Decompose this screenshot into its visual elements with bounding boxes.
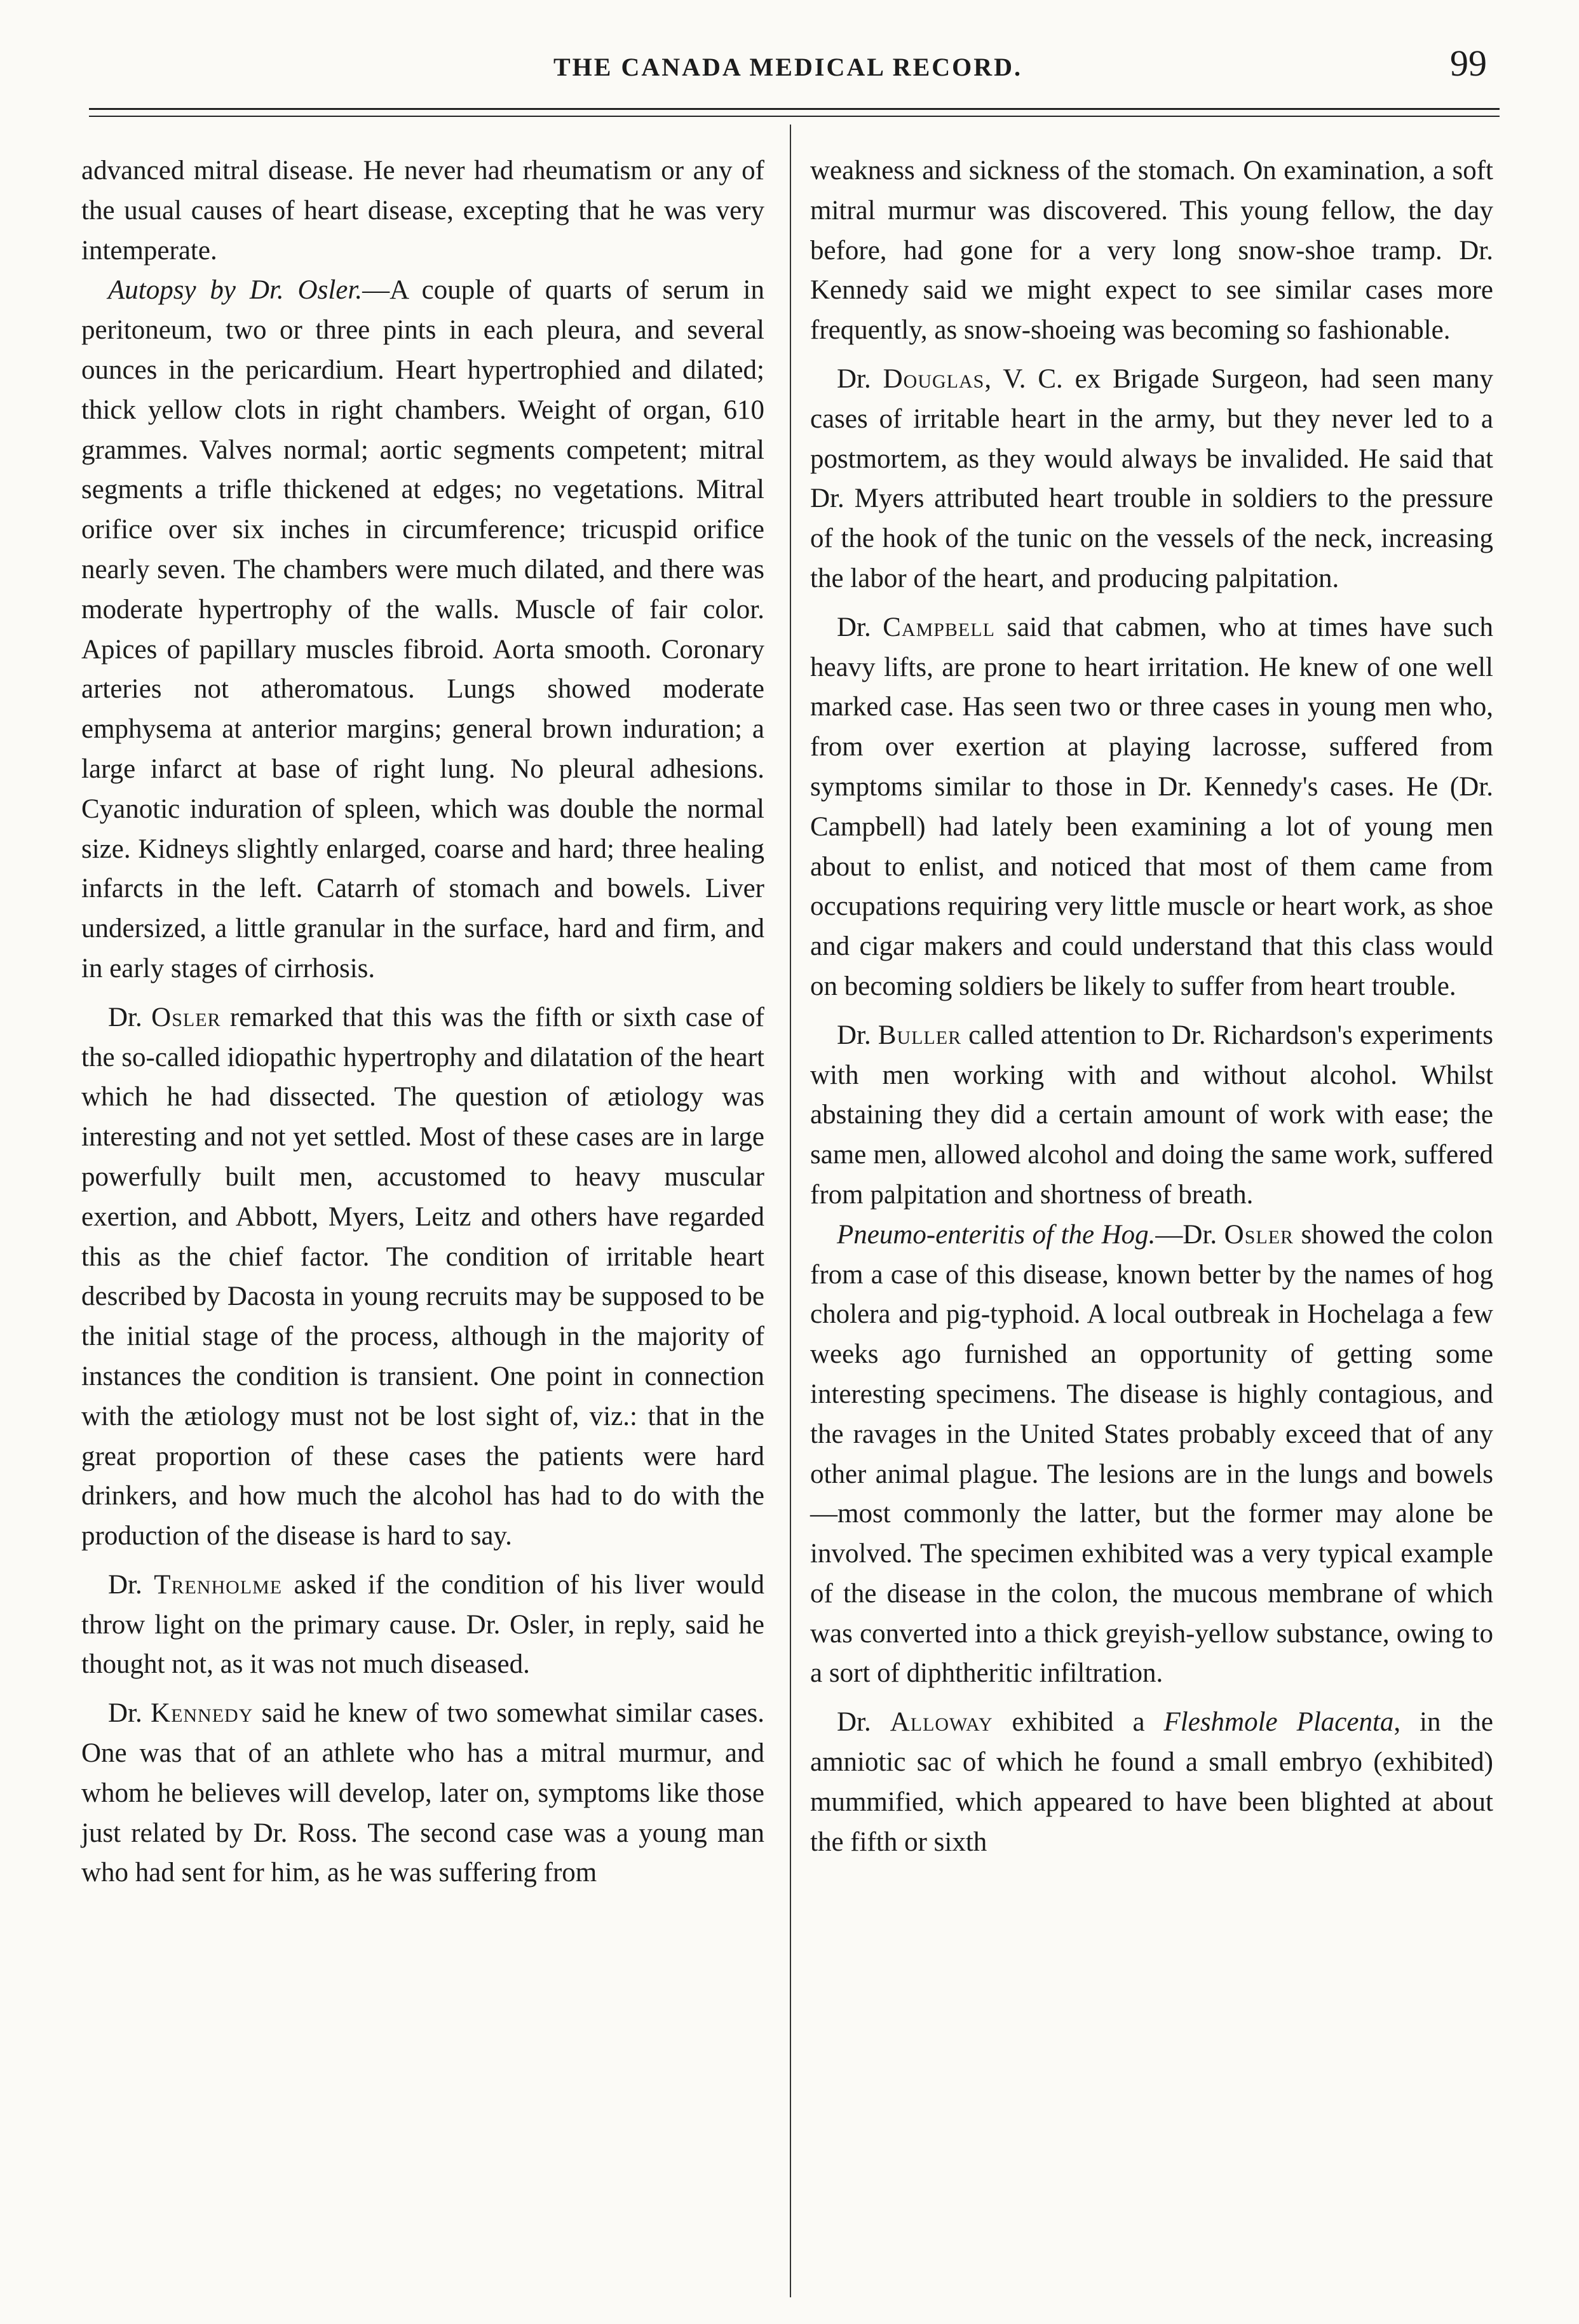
paragraph-text: exhibited a <box>993 1707 1164 1738</box>
paragraph-text: , in the amniotic sac of which he found a small embryo (exhibited) mummified, which appeared to have been blighted at about the fifth or sixth <box>810 1707 1493 1857</box>
paragraph-buller <box>810 1016 1493 1215</box>
autopsy-text: —A couple of quarts of serum in peritoneum, two or three pints in each pleura, and several ounces in the pericardium. Heart hypertrophied and dilated; thick yellow clots in right chambers. Weight of organ, 610 grammes. Valves normal; aortic segments competent; mitral segments a trifle thickened at edges; no vegetations. Mitral orifice over six inches in circumference; tricuspid orifice nearly seven. The chambers were much dilated, and there was moderate hypertrophy of the walls. Muscle of fair color. Apices of papillary muscles fibroid. Aorta smooth. Coronary arteries not atheromatous. Lungs showed moderate emphysema at anterior margins; general brown induration; a large infarct at base of right lung. No pleural adhesions. Cyanotic induration of spleen, which was double the normal size. Kidneys slightly enlarged, coarse and hard; three healing infarcts in the left. Catarrh of stomach and bowels. Liver undersized, a little granular in the surface, hard and firm, and in early stages of cirrhosis. <box>81 275 764 983</box>
heading-dash: —Dr. <box>1155 1219 1224 1250</box>
speaker-prefix: Dr. <box>108 1569 154 1600</box>
speaker-prefix: Dr. <box>108 1698 151 1729</box>
speaker-prefix: Dr. <box>837 363 883 394</box>
speaker-prefix: Dr. <box>837 1707 890 1738</box>
header-rule-top <box>89 108 1500 110</box>
paragraph-text: said that cabmen, who at times have such heavy lifts, are prone to heart irritation. He knew of one well marked case. Has seen two or three cases in young men who, from over exertion at playing lacrosse, suffered from symptoms similar to those in Dr. Kennedy's cases. He (Dr. Campbell) had lately been examining a lot of young men about to enlist, and noticed that most of them came from occupations requiring very little muscle or heart work, as shoe and cigar makers and could understand that this class would on becoming soldiers be likely to suffer from heart trouble. <box>810 612 1494 1001</box>
paragraph-text: remarked that this was the fifth or sixth case of the so-called idiopathic hypertrophy and dilatation of the heart which he had dissected. The question of ætiology was interesting and not yet settled. Most of these cases are in large powerfully built men, accustomed to heavy muscular exertion, and Abbott, Myers, Leitz and others have regarded this as the chief factor. The condition of irritable heart described by Dacosta in young recruits may be supposed to be the initial stage of the process, although in the majority of instances the condition is transient. One point in connection with the ætiology must not be lost sight of, viz.: that in the great proportion of these cases the patients were hard drinkers, and how much the alcohol has had to do with the production of the disease is hard to say. <box>81 1002 764 1551</box>
column-separator <box>790 125 791 2297</box>
speaker-prefix: Dr. <box>837 1020 878 1050</box>
header-rule-bottom <box>89 116 1500 117</box>
paragraph-hog-disease <box>810 1215 1493 1694</box>
right-column <box>810 151 1493 1862</box>
paragraph-trenholme <box>81 1565 764 1685</box>
paragraph-autopsy <box>81 271 764 989</box>
left-column <box>81 151 764 1893</box>
specimen-title: Fleshmole Placenta <box>1163 1707 1394 1738</box>
autopsy-heading: Autopsy by Dr. Osler. <box>108 275 363 306</box>
paragraph-text: asked if the condition of his liver would throw light on the primary cause. Dr. Osler, in reply, said he thought not, as it was not much diseased. <box>81 1569 764 1680</box>
speaker-name: Kennedy <box>151 1698 254 1729</box>
running-title: THE CANADA MEDICAL RECORD. <box>553 53 1023 81</box>
page-header <box>76 41 1500 98</box>
speaker-prefix: Dr. <box>837 612 883 642</box>
paragraph-douglas <box>810 360 1493 599</box>
paragraph-alloway <box>810 1703 1493 1862</box>
paragraph-kennedy-continued: weakness and sickness of the stomach. On examination, a soft mitral murmur was discovered. This young fellow, the day before, had gone for a very long snow-shoe tramp. Dr. Kennedy said we might expect to see similar cases more frequently, as snow-shoeing was becoming so fashionable. <box>810 156 1493 346</box>
speaker-name: Douglas <box>883 363 985 394</box>
speaker-name: Alloway <box>890 1707 993 1738</box>
speaker-name: Osler <box>1224 1219 1294 1250</box>
paragraph-text: , V. C. ex Brigade Surgeon, had seen many cases of irritable heart in the army, but they never led to a postmortem, as they would always be invalided. He said that Dr. Myers attributed heart trouble in soldiers to the pressure of the hook of the tunic on the vessels of the neck, increasing the labor of the heart, and producing palpitation. <box>810 363 1493 593</box>
speaker-name: Osler <box>151 1002 221 1032</box>
paragraph-text: showed the colon from a case of this disease, known better by the names of hog cholera and pig-typhoid. A local outbreak in Hochelaga a few weeks ago furnished an opportunity of getting some interesting specimens. The disease is highly contagious, and the ravages in the United States probably exceed that of any other animal plague. The lesions are in the lungs and bowels—most commonly the latter, but the former may alone be involved. The specimen exhibited was a very typical example of the disease in the colon, the mucous membrane of which was converted into a thick greyish-yellow substance, owing to a sort of diphtheritic infiltration. <box>810 1219 1494 1689</box>
speaker-name: Trenholme <box>154 1569 283 1600</box>
paragraph-text: called attention to Dr. Richardson's experiments with men working with and without alcohol. Whilst abstaining they did a certain amount of work with ease; the same men, allowed alcohol and doing the same work, suffered from palpitation and shortness of breath. <box>810 1020 1493 1210</box>
paragraph-osler-remarks <box>81 998 764 1557</box>
page-number: 99 <box>1450 43 1487 84</box>
paragraph-kennedy <box>81 1694 764 1893</box>
speaker-name: Buller <box>878 1020 962 1050</box>
paragraph-case-history: advanced mitral disease. He never had rheumatism or any of the usual causes of heart disease, excepting that he was very intemperate. <box>81 156 764 266</box>
paragraph-campbell <box>810 608 1493 1007</box>
paragraph-text: said he knew of two somewhat similar cases. One was that of an athlete who has a mitral murmur, and whom he believes will develop, later on, symptoms like those just related by Dr. Ross. The second case was a young man who had sent for him, as he was suffering from <box>81 1698 765 1888</box>
speaker-prefix: Dr. <box>108 1002 152 1032</box>
speaker-name: Campbell <box>883 612 995 642</box>
section-heading: Pneumo-enteritis of the Hog. <box>837 1219 1156 1250</box>
